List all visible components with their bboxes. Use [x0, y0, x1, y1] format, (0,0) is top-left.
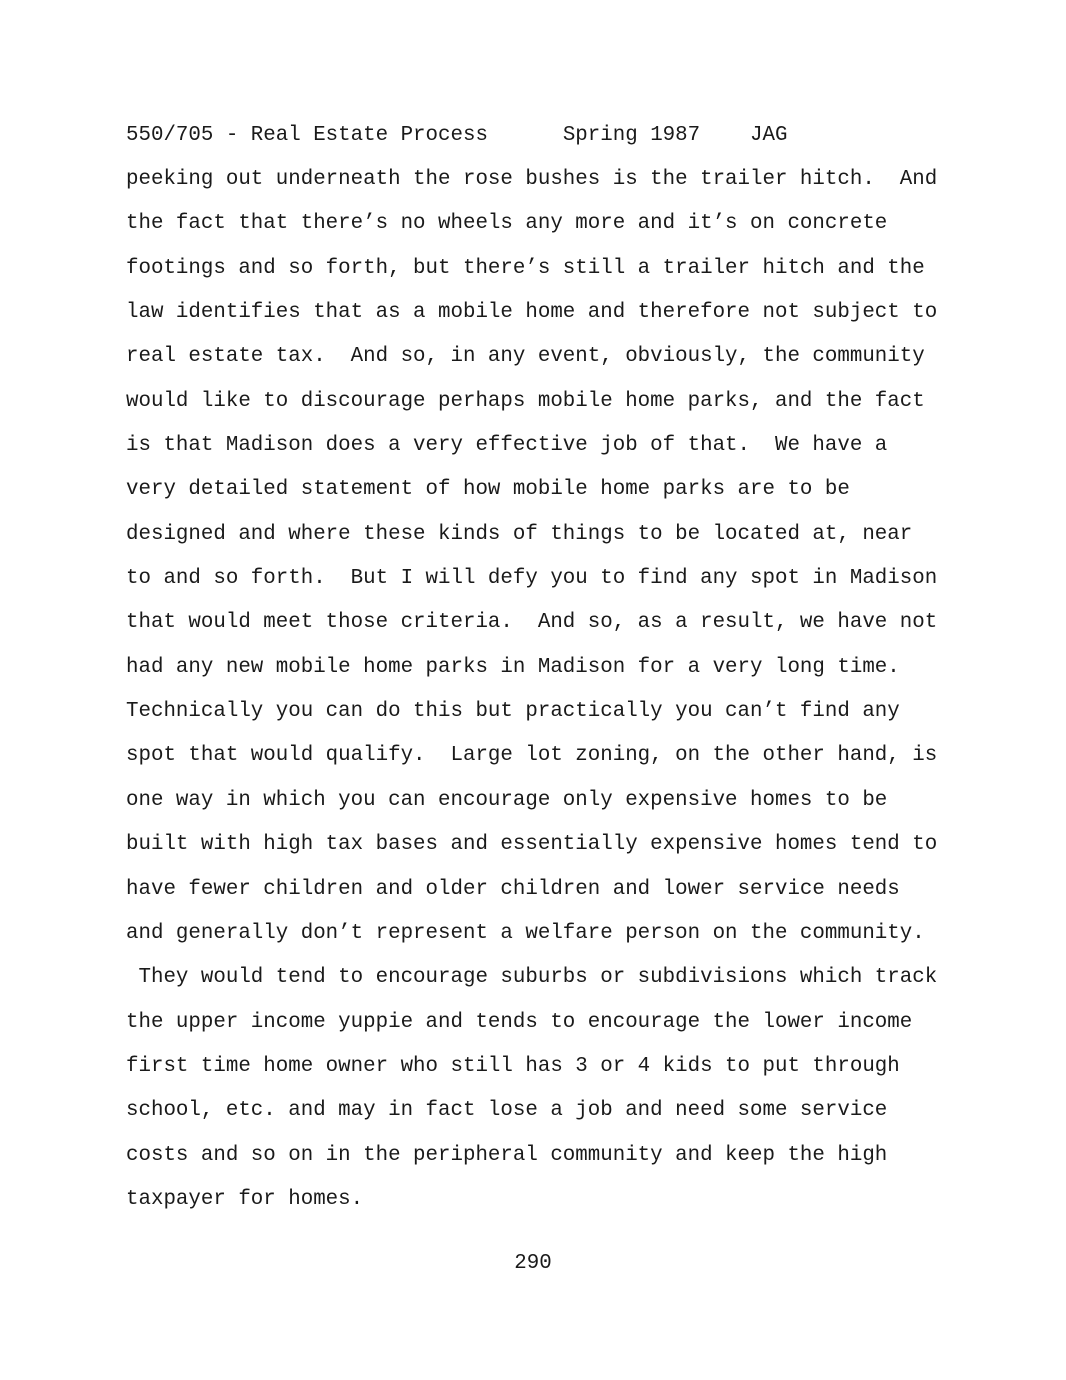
- header-initials: JAG: [750, 124, 788, 147]
- transcript-body: [126, 168, 956, 1232]
- body-line: school, etc. and may in fact lose a job and need some service: [126, 1099, 888, 1123]
- body-line: and generally don’t represent a welfare person on the community.: [126, 921, 925, 945]
- body-line: spot that would qualify. Large lot zoning, on the other hand, is: [126, 744, 938, 768]
- body-line: have fewer children and older children and lower service needs: [126, 877, 900, 901]
- body-line: that would meet those criteria. And so, as a result, we have not: [126, 611, 938, 635]
- page-header: [126, 124, 788, 148]
- body-line: Technically you can do this but practically you can’t find any: [126, 700, 900, 724]
- body-line: built with high tax bases and essentially expensive homes tend to: [126, 833, 938, 857]
- header-course: 550/705 - Real Estate Process: [126, 124, 488, 147]
- body-line: real estate tax. And so, in any event, obviously, the community: [126, 345, 925, 369]
- body-line: first time home owner who still has 3 or 4 kids to put through: [126, 1054, 900, 1078]
- body-line: costs and so on in the peripheral community and keep the high: [126, 1143, 888, 1167]
- body-line: They would tend to encourage suburbs or subdivisions which track: [126, 966, 938, 990]
- body-line: taxpayer for homes.: [126, 1187, 364, 1211]
- body-line: very detailed statement of how mobile home parks are to be: [126, 478, 850, 502]
- body-line: footings and so forth, but there’s still a trailer hitch and the: [126, 256, 925, 280]
- body-line: the fact that there’s no wheels any more and it’s on concrete: [126, 212, 888, 236]
- body-line: would like to discourage perhaps mobile home parks, and the fact: [126, 389, 925, 413]
- body-line: one way in which you can encourage only expensive homes to be: [126, 788, 888, 812]
- body-line: peeking out underneath the rose bushes is the trailer hitch. And: [126, 168, 938, 191]
- body-line: to and so forth. But I will defy you to find any spot in Madison: [126, 567, 938, 591]
- body-line: the upper income yuppie and tends to encourage the lower income: [126, 1010, 913, 1034]
- header-term: Spring 1987: [562, 124, 701, 147]
- body-line: law identifies that as a mobile home and therefore not subject to: [126, 301, 938, 325]
- body-line: had any new mobile home parks in Madison for a very long time.: [126, 655, 900, 679]
- body-line: is that Madison does a very effective job of that. We have a: [126, 434, 888, 458]
- body-line: designed and where these kinds of things to be located at, near: [126, 522, 913, 546]
- page-number: 290: [514, 1252, 552, 1275]
